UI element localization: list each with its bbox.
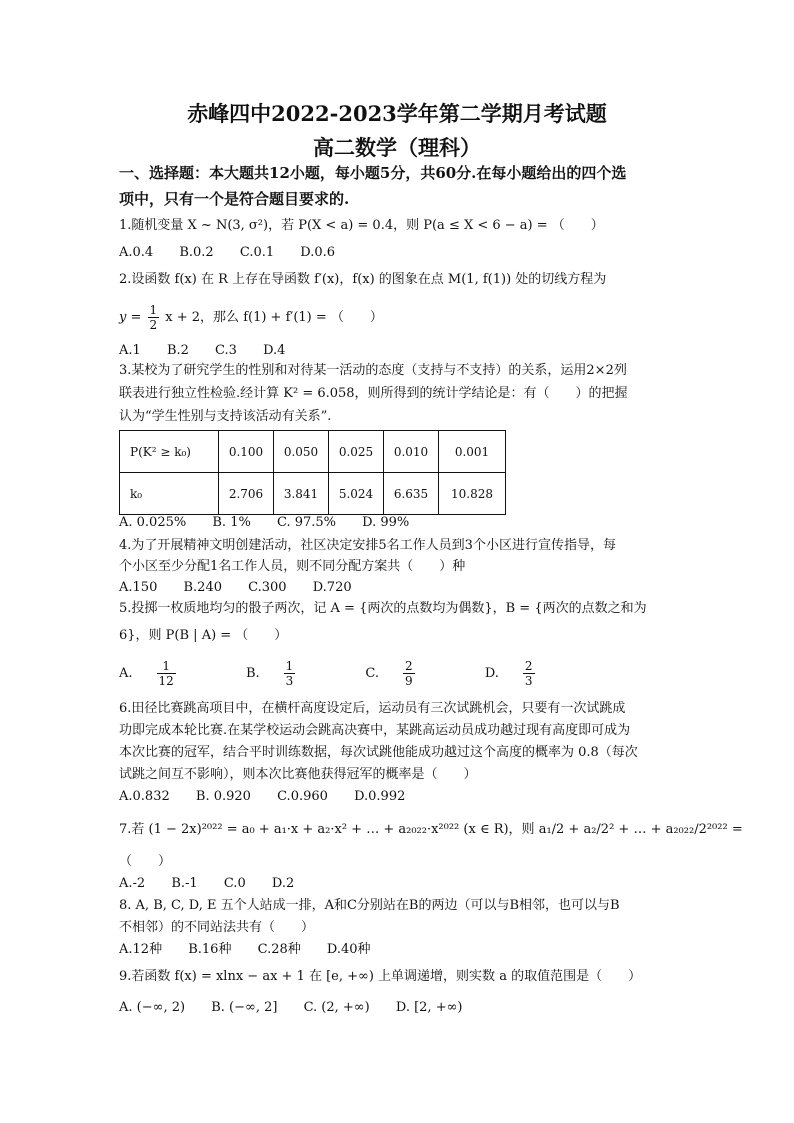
q9-option-d: D. [2, +∞) [395, 1000, 463, 1015]
q7-line1: 7.若 (1 − 2x)²⁰²² = a₀ + a₁·x + a₂·x² + … + a₂₀₂₂·x²⁰²² (x ∈ R)，则 a₁/2 + a₂/2² + … + a₂₀₂₂/2²⁰²² = [119, 822, 743, 837]
q5-option-b-fraction [284, 659, 318, 688]
table-cell: 0.010 [384, 431, 439, 473]
q7-option-d: D.2 [271, 876, 295, 891]
table-row [120, 431, 506, 473]
q2-fraction [148, 303, 160, 332]
table-header-k0: k₀ [120, 473, 219, 515]
q3-option-c: C. 97.5% [276, 515, 337, 530]
table-cell: 5.024 [329, 473, 384, 515]
q6-option-b: B. 0.920 [195, 789, 251, 804]
q5-option-b-label: B. [245, 666, 260, 681]
table-header-p: P(K² ≥ k₀) [120, 431, 219, 473]
q3-options [119, 513, 684, 533]
q1-text: 1.随机变量 X ~ N(3, σ²)，若 P(X < a) = 0.4，则 P(a ≤ X < 6 − a) = （ ） [119, 218, 604, 233]
q3-option-b: B. 1% [212, 515, 251, 530]
q6-line2: 功即完成本轮比赛.在某学校运动会跳高决赛中，某跳高运动员成功越过现有高度即可成为 [119, 723, 631, 738]
q7-line2: （ ） [119, 854, 172, 869]
q1-option-d: D.0.6 [300, 245, 336, 260]
q4-line2: 个小区至少分配1名工作人员，则不同分配方案共（ ）种 [119, 559, 466, 574]
q6-option-d: D.0.992 [354, 789, 406, 804]
table-cell: 10.828 [439, 473, 506, 515]
table-cell: 0.100 [219, 431, 274, 473]
q2-y-eq: y = [119, 310, 142, 325]
q9-option-b: B. (−∞, 2] [211, 1000, 278, 1015]
q9-options [119, 998, 684, 1018]
q6-line3: 本次比赛的冠军，结合平时训练数据，每次试跳他能成功越过这个高度的概率为 0.8（每次 [119, 745, 638, 760]
q5-option-d [485, 656, 579, 692]
frac-num: 1 [285, 659, 294, 673]
critical-value-table [119, 430, 506, 515]
q5-option-c-fraction [403, 659, 437, 688]
q2-line2-post: x + 2，那么 f(1) + f′(1) = （ ） [165, 310, 383, 325]
table-cell: 0.050 [274, 431, 329, 473]
table-row [120, 473, 506, 515]
frac-num: 2 [405, 659, 413, 673]
q5-option-b [246, 656, 339, 692]
q5-option-c [365, 656, 458, 692]
q1-option-c: C.0.1 [239, 245, 275, 260]
q3-line3: 认为“学生性别与支持该活动有关系”. [119, 409, 332, 424]
q9-option-a: A. (−∞, 2) [119, 1000, 186, 1015]
q8-line1: 8. A, B, C, D, E 五个人站成一排，A和C分别站在B的两边（可以与B相邻，也可以与B [119, 898, 620, 913]
q4-option-b: B.240 [183, 580, 222, 595]
q5-option-c-label: C. [365, 666, 380, 681]
q8-option-b: B.16种 [188, 942, 232, 957]
frac-den: 12 [158, 674, 174, 688]
q5-option-a-label: A. [119, 666, 133, 681]
frac-den: 3 [524, 674, 533, 688]
q4-option-c: C.300 [248, 580, 287, 595]
q2-options [119, 341, 684, 361]
q5-options [119, 656, 684, 692]
q8-option-c: C.28种 [257, 942, 301, 957]
section-heading-line2: 项中，只有一个是符合题目要求的. [119, 190, 350, 208]
q5-option-a-fraction [157, 659, 198, 688]
q2-option-c: C.3 [215, 343, 237, 358]
q5-option-a [119, 656, 220, 692]
frac-den: 9 [405, 674, 413, 688]
q4-option-a: A.150 [119, 580, 158, 595]
exam-title: 赤峰四中2022-2023学年第二学期月考试题 [187, 101, 607, 126]
q4-options [119, 578, 684, 598]
table-cell: 6.635 [384, 473, 439, 515]
q1-option-a: A.0.4 [119, 245, 154, 260]
q7-option-a: A.-2 [119, 876, 146, 891]
frac-den: 3 [285, 674, 294, 688]
table-cell: 2.706 [219, 473, 274, 515]
q5-line1: 5.投掷一枚质地均匀的骰子两次，记 A = {两次的点数均为偶数}，B = {两次的点数之和为 [119, 601, 647, 616]
q1-options [119, 243, 684, 263]
q6-options [119, 787, 684, 807]
frac-num: 2 [524, 659, 533, 673]
q3-line1: 3.某校为了研究学生的性别和对待某一活动的态度（支持与不支持）的关系，运用2×2列 [119, 363, 627, 378]
q9-line1: 9.若函数 f(x) = xlnx − ax + 1 在 [e, +∞) 上单调递增，则实数 a 的取值范围是（ ） [119, 969, 642, 984]
q4-option-d: D.720 [312, 580, 352, 595]
table-cell: 0.001 [439, 431, 506, 473]
section-heading-line1: 一、选择题：本大题共12小题，每小题5分，共60分.在每小题给出的四个选 [119, 164, 627, 182]
q8-options [119, 940, 684, 960]
q6-option-c: C.0.960 [277, 789, 328, 804]
q3-option-d: D. 99% [362, 515, 410, 530]
q6-line1: 6.田径比赛跳高项目中，在横杆高度设定后，运动员有三次试跳机会，只要有一次试跳成 [119, 701, 626, 716]
table-cell: 0.025 [329, 431, 384, 473]
q8-line2: 不相邻）的不同站法共有（ ） [119, 920, 315, 935]
q8-option-d: D.40种 [326, 942, 371, 957]
q2-option-b: B.2 [166, 343, 189, 358]
q5-line2: 6}，则 P(B | A) = （ ） [119, 628, 288, 643]
q2-frac-den: 2 [149, 318, 158, 332]
q7-option-b: B.-1 [171, 876, 198, 891]
q7-option-c: C.0 [223, 876, 246, 891]
q2-line2 [119, 300, 684, 336]
q6-line4: 试跳之间互不影响），则本次比赛他获得冠军的概率是（ ） [119, 767, 477, 782]
q2-line1: 2.设函数 f(x) 在 R 上存在导函数 f′(x)，f(x) 的图象在点 M(1, f(1)) 处的切线方程为 [119, 272, 607, 287]
q1-option-b: B.0.2 [179, 245, 214, 260]
q3-line2: 联表进行独立性检验.经计算 K² = 6.058，则所得到的统计学结论是：有（ ）的把握 [119, 386, 628, 401]
q6-option-a: A.0.832 [119, 789, 170, 804]
q5-option-d-label: D. [484, 666, 499, 681]
exam-subtitle: 高二数学（理科） [313, 135, 481, 160]
q4-line1: 4.为了开展精神文明创建活动，社区决定安排5名工作人员到3个小区进行宣传指导，每 [119, 538, 616, 553]
q9-option-c: C. (2, +∞) [303, 1000, 370, 1015]
table-cell: 3.841 [274, 473, 329, 515]
q2-frac-num: 1 [149, 303, 158, 317]
q5-option-d-fraction [523, 659, 557, 688]
q8-option-a: A.12种 [119, 942, 163, 957]
q3-option-a: A. 0.025% [119, 515, 187, 530]
q2-option-a: A.1 [119, 343, 141, 358]
q2-option-d: D.4 [263, 343, 286, 358]
q7-options [119, 874, 684, 894]
frac-num: 1 [157, 659, 176, 674]
